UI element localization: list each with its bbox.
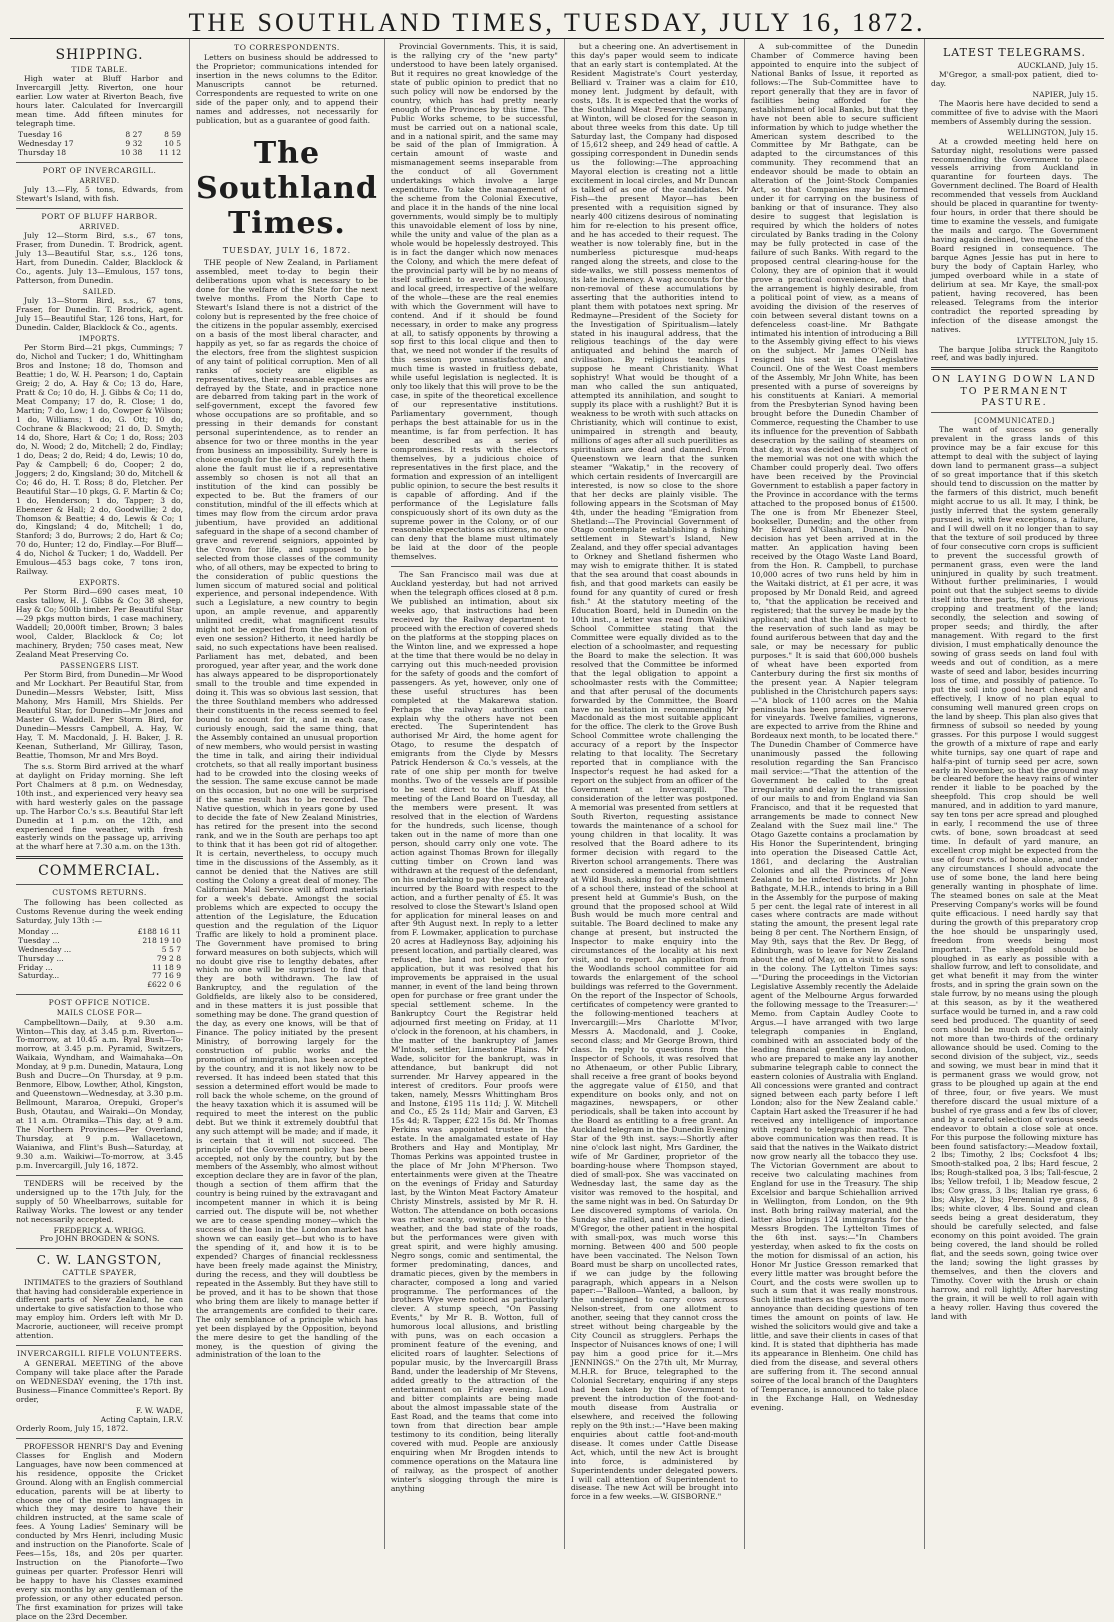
customs-amt: £188 16 11 [137, 926, 182, 936]
divider [16, 1248, 183, 1249]
tenders-ad: TENDERS will be received by the undersigned up to the 17th July, for the supply of 50 Wheelbarrows, suitable for Railway Works. The lowest or any tender not necessarily accepted. [16, 1178, 184, 1224]
customs-day: Saturday... [18, 971, 60, 981]
mails-close-label: MAILS CLOSE FOR— [56, 1009, 143, 1018]
telegram-text: The Maoris here have decided to send a committee of five to advise with the Maori members of Assembly during the session. [930, 98, 1099, 126]
customs-amt: 218 19 10 [142, 935, 182, 945]
leader-article: THE people of New Zealand, in Parliament assembled, meet to-day to begin their deliberations upon what is necessary to be done for the welfare of the State for the next twelve months. From the North Cape to Stewart's Island there is not a district of the colony but is represented by the free choice of the citizens in the popular assembly, exercised on a basis of the most liberal character, and happily as yet, so far as regards the choice of the electors, free from the slightest suspicion of any taint of political corruption. Men of all ranks of society are eligible as representatives, their reasonable expenses are defrayed by the State, and in practice none are debarred from taking part in the work of self-government, except the favored few whose occupations are so profitable, and so pressing in their demands for constant personal superintendence, as to render an absence for two or three months in the year from business an impossibility. Surely here is choice enough for the electors, and with them alone the fault must lie if a representative assembly so chosen is not all that an institution of the kind can possibly be expected to be. But the framers of our constitution, mindful of the ill effects which at times may flow from the circum ardor prava jubentium, have provided an additional safeguard in the shape of a second chamber of grave and reverend seigniors, appointed by the Crown for life, and supposed to be selected from those classes of the community who, of all others, may be expected to bring to the consideration of public questions the lumen siccum of matured social and political experience, and personal independence. With such a Legislature, a new country to begin upon, an ample revenue, and apparently unlimited credit, what magnificent results might not be expected from the legislation of even one session? Hitherto, it need hardly be said, no such expectations have been realised. Parliament has met, debated, and been prorogued, year after year, and the work done has always appeared to be disproportionately small to the trouble and time expended in doing it. This was so obvious last session, that the three Southland members who addressed their constituents in the recess seemed to feel bound to account for it, and in each case, curiously enough, said the same thing, that the Assembly contained an unusual proportion of new members, who would persist in wasting the time in talk, and airing their individual crotchets, so that all really important business had to be crowded into the closing weeks of the session. The same excuse cannot be made on this occasion, but no one will be surprised if the same result has to be recorded. The Native question, which in years gone by used to decide the fate of New Zealand Ministries, has retired for the present into the second rank, and we in the South are perhaps too apt to think that it has been got rid of altogether. It is certain, nevertheless, to occupy much time in the discussions of the Assembly, as it cannot be denied that the Natives are still costing the Colony a great deal of money. The Californian Mail Service will afford materials for a week's debate. Amongst the social problems which are expected to occupy the attention of the Legislature, the Education question and the regulation of the Liquor Traffic are likely to hold a prominent place. The Government have promised to bring forward measures on both subjects, which will no doubt give rise to lengthy debates, after which no one will be surprised to find that they are both withdrawn. The law of Bankruptcy, and the regulation of the Goldfields, are likely also to be considered, and in these matters it is just possible that something may be done. The grand question of the day, as every one knows, will be that of Finance. The policy initiated by the present Ministry, of borrowing largely for the construction of public works and the promotion of immigration, has been accepted by the country, and it is not likely now to be reversed. It has indeed been stated that this session a determined effort would be made to roll back the whole scheme, on the ground of the heavy taxation which it is assumed will be required to meet the interest on the public debt. But we think it extremely doubtful that any such attempt will be made; and if made, it is certain that it will not succeed. The principle of the Government policy has been accepted, not only by the country, but by the members of the Assembly, who almost without exception declare they are in favor of the plan, though a section of them affirm that the country is being ruined by the extravagant and incompetent manner in which it is being carried out. The dispute will be, not whether we are to cease spending money—which the success of the loan in the London market has shown we can easily get—but who is to have the spending of it, and how it is to be expended? Charges of financial recklessness have been freely made against the Ministry, during the recess, and they will doubtless be repeated in the Assembly. But they have still to be proved, and it has to be shown that those who bring them are likely to manage better if the arrangements are confided to their care. The only semblance of a principle which has yet been displayed by the Opposition, beyond the mere desire to get the handling of the money, is the question of giving the administration of the loan to the [196, 258, 378, 1360]
tide-am: 8 27 [125, 130, 143, 140]
port-invercargill-heading: PORT OF INVERCARGILL. [42, 166, 157, 176]
divider [16, 994, 183, 995]
shipping-heading: SHIPPING. [55, 47, 144, 63]
tide-day: Thursday 18 [18, 148, 67, 158]
passengers-text: Per Storm Bird, from Dunedin—Mr Wood and Mr Lockhart. Per Beautiful Star, from Dunedin—Messrs Webster, Isitt, Miss Mahony, Mrs Hamill, Mrs Shields. Per Beautiful Star, for Dunedin—Mr Jones and Master G. Waddell. Per Storm Bird, for Dunedin—Messrs Campbell, A. Hay, W. Hay, T. M. Macdonald, J. H. Baker, J. R. Keenan, Sutherland, Mr Gilliray, Tason, Beattie, Thomson, Mr and Mrs Boyd. [16, 670, 184, 760]
langston-subheading: CATTLE SPAYER, [62, 1267, 137, 1277]
sailed-label: SAILED. [82, 288, 117, 297]
customs-amt: 77 16 9 [152, 971, 182, 981]
divider [16, 1345, 183, 1346]
tide-day: Wednesday 17 [18, 139, 74, 149]
arrived-label: ARRIVED. [79, 177, 120, 185]
telegrams-heading: LATEST TELEGRAMS. [942, 46, 1086, 59]
column-6 [925, 39, 1104, 1549]
correspondents-heading: TO CORRESPONDENTS. [234, 43, 340, 52]
correspondents-text: Letters on business should be addressed to the Proprietor; communications intended for insertion in the news columns to the Editor. Manuscripts cannot be returned. Correspondents are requested to write on one side of the paper only, and to append their names and addresses, not necessarily for publication, but as a guarantee of good faith. [196, 52, 378, 125]
pasture-article: The want of success so generally prevalent in the grass lands of this province may be a fair excuse for this attempt to deal with the subject of laying down land to permanent grass—a subject of so great importance that if this sketch should tend to discussion on the matter by the farmers of this district, much benefit might accrue to us all. It may, I think, be justly inferred that the system generally pursued is, with few exceptions, a failure, and I will dwell on it no longer than to say that the texture of soil produced by three of four consecutive corn crops is sufficient to prevent the successful growth of permanent grass, even were the land uninjured in quality by such treatment. Without further preliminaries, I would point out that the subject seems to divide itself into three parts, firstly, the previous cropping and treatment of the land; secondly, the selection and sowing of proper seeds; and thirdly, the after management. With regard to the first division, I must emphatically denounce the sowing of grass seeds on land foul with weeds and out of condition, as a mere waste of seed and labor, besides incurring loss of time, and possibly of patience. To put the soil into good heart cheaply and effectively, I know of no plan equal to consuming well manured green crops on the land by sheep. This plan also gives that firmness of subsoil so needed by young grasses. For this purpose I would suggest the growth of a mixture of rape and early white turnips, say one quart of rape and half-a-pint of turnip seed per acre, sown early in November, so that the ground may be cleared before the heavy rains of winter render it liable to be poached by the sheepfold. This crop should be well manured, and in addition to yard manure, say ten tons per acre spread and ploughed in early, I recommend the use of three cwts. of bone, sown broadcast at seed time. In default of yard manure, an excellent crop might be expected from the use of four cwts. of bone alone, and under any circumstances I should advocate the use of some bone, the land here being generally wanting in phosphate of lime. The steamed bones on sale at the Meat Preserving Company's works will be found quite efficacious. I need hardly say that during the growth of this preparatory crop the hoe should be unsparingly used, freedom from weeds being most important. The sheepfold should be ploughed in as early as possible with a shallow furrow, and left to consolidate, and get what benefit it may from the winter frosts, and in spring the grain sown on the stale furrow, by no means using the plough at this season, as by it the weathered surface would be turned in, and a raw cold seed bed produced. The quantity of seed corn should be much reduced; certainly not more than two-thirds of the ordinary allowance should be used. Coming to the second division of the subject, viz., seeds and sowing, we must bear in mind that it is permanent grass we would grow, not grass to be ploughed up again at the end of three, four, or five years. We must therefore discard the usual mixture of a bushel of rye grass and a few lbs of clover, and by a careful selection of various seeds endeavor to obtain a close sole at once. For this purpose the following mixture has been found satisfactory:—Meadow foxtail, 2 lbs; Timothy, 2 lbs; Cocksfoot 4 lbs; Smooth-stalked poa, 2 lbs; Hard fescue, 2 lbs; Rough-stalked poa, 3 lbs; Tall-fescue, 2 lbs; Yellow trefoil, 1 lb; Meadow fescue, 2 lbs; Cow grass, 3 lbs; Italian rye grass, 6 lbs; Alsyke, 2 lbs; Perennial rye grass, 8 lbs; white clover, 4 lbs. Sound and clean seeds being a great desideratum, they should be carefully selected, and false economy on this point avoided. The grain being covered, the land should be rolled flat, and the seeds sown, going twice over the land; sowing the light grasses by themselves, and then the clovers and Timothy. Cover with the brush or chain harrow, and roll lightly. After harvesting the grain, it will be well to roll again with a heavy roller. Having thus covered the land with [930, 425, 1099, 1321]
divider [931, 412, 1098, 413]
customs-amt: 5 5 7 [161, 944, 182, 954]
leader-continued: Provincial Governments. This, it is said, is the rallying cry of the "new party" understood to have been lately organised. But it requires no great knowledge of the state of public opinion to predict that no such policy will now be endorsed by the country, which has had pretty nearly enough of the Provinces by this time. The Public Works scheme, to be successful, must be carried out on a national scale, and in a national spirit, and the same may be said of the plan of Immigration. A certain amount of waste and mismanagement seems inseparable from the conduct of all Government undertakings which involve a large expenditure. To take the management of the scheme from the Colonial Executive, and place it in the hands of the nine local governments, would simply be to multiply this unavoidable element of loss by nine, while the unity and value of the plan as a whole would be hopelessly destroyed. This is in fact the danger which now menaces the Colony, and which the mere defeat of the provincial party will be by no means of itself sufficient to avert. Local jealousy, and local greed, irrespective of the welfare of the whole—these are the real enemies with which the Government will have to contend. And if it should be found necessary, in order to make any progress at all, to satisfy opponents by throwing a sop first to this local clique and then to that, we need not wonder if the results of this session prove unsatisfactory, and much time is wasted in fruitless debate, while useful legislation is neglected. It is only too likely that this will prove to be the case, in spite of the theoretical excellence of our representative institutions. Parliamentary government, though perhaps the best attainable for us in the meantime, is far from perfection. It has been described as a series of compromises. It rests with the electors themselves, by a judicious choice of representatives in the first place, and the formation and expression of an intelligent public opinion, to secure the best results it is capable of affording. And if the performance of the Legislature falls conspicuously short of its own duty as the supreme power in the Colony, or of our reasonable expectations as citizens, no one can deny that the blame must ultimately be laid at the door of the people themselves. [390, 42, 558, 562]
langston-text: INTIMATES to the graziers of Southland that having had considerable experience in different parts of New Zealand, he can undertake to give satisfaction to those who may employ him. Orders left with Mr D. Macrorie, auctioneer, will receive prompt attention. [16, 1277, 184, 1341]
tenders-pro: Pro JOHN BROGDEN & SONS. [39, 1234, 160, 1244]
commercial-heading: COMMERCIAL. [38, 863, 161, 880]
post-office-text: Campbelltown—Daily, at 9.30 a.m. Winton—This day, at 3.45 p.m. Riverton—To-morrow, at 10.45 a.m. Ryal Bush—To-morrow, at 3.45 p.m. Pyramid, Switzers, Waikaia, Wyndham, and Waimahaka—On Monday, at 9 p.m. Dunedin, Mataura, Long Bush and Ducre—On Thursday, at 9 p.m. Benmore, Elbow, Lowther, Athol, Kingston, and Queenstown—Wednesday, at 3.30 p.m. Bellmount, Mararoa, Orepuki, Groper's Bush, Otautau, and Wairaki—On Monday, at 11 a.m. Otramika—This day, at 9 a.m. The Northern Provinces—Per Overland, Thursday, at 9 p.m. Wallacetown, Waianiwa, and Flint's Bush—Saturday, at 9.30 a.m. Waikiwi—To-morrow, at 3.45 p.m. Invercargill, July 16, 1872. [16, 1017, 184, 1170]
local-news: The San Francisco mail was due at Auckland yesterday, but had not arrived when the telegraph offices closed at 8 p.m. We published an intimation, about six weeks ago, that instructions had been received by the Railway department to proceed with the erection of covered sheds on the platforms at the stopping places on the Winton line, and we expressed a hope at the time that there would be no delay in carrying out this much-needed provision for the safety of goods and the comfort of passengers. As yet, however, only one of these useful structures has been completed at the Makarewa station. Perhaps the railway authorities can explain why the others have not been erected. The Superintendent has authorised Mr Aird, the home agent for Otago, to resume the despatch of emigrants from the Clyde by Messrs Patrick Henderson & Co.'s vessels, at the rate of one ship per month for twelve months. Two of the vessels are if possible to be sent direct to the Bluff. At the meeting of the Land Board on Tuesday, all the members were present. It was resolved that in the election of Wardens for the hundreds, such license, though taken out in the name of more than one person, should carry only one vote. The action against Thomas Brown for illegally cutting timber on Crown land was withdrawn at the request of the defendant, on his undertaking to pay the costs already incurred by the Board with respect to the action, and a further penalty of £5. It was resolved to close the Stewart's Island open for application for mineral leases on and after 9th August next. In reply to a letter from F. Lowmaker, application to purchase 20 acres at Hadleynoss Bay, adjoining his present location, and partially cleared, was refused, the land not being open for application, but it was resolved that his improvements be appraised in the usual manner, in event of the land being thrown open for purchase or free grant under the special settlement scheme. In the Bankruptcy Court the Registrar held adjourned first meeting on Friday, at 11 o'clock in the forenoon, at his chambers, in the matter of the bankruptcy of James M'Intosh, settler, Limestone Plains. Mr Wade, solicitor for the bankrupt, was in attendance, but bankrupt did not surrender. Mr Harvey appeared in the interest of creditors. Four proofs were taken, namely, Messrs Whittingham Bros and Instone, £195 11s 11d; J. W. Mitchell and Co., £5 2s 11d; Mair and Garven, £3 15s 4d; R. Tapper, £22 15s 8d. Mr Thomas Perkins was appointed trustee in the estate. In the amalgamated estate of Hay Brothers and Hay and Montiplay, Mr Thomas Perkins was appointed trustee in the place of Mr John M'Pherson. Two entertainments were given at the Theatre on the evenings of Friday and Saturday last, by the Winton Meat Factory Amateur Christy Minstrels, assisted by Mr R. H. Wotton. The attendance on both occasions was rather scanty, owing probably to the weather, and the bad state of the roads, but the performances were given with great spirit, and were highly amusing. Negro songs, comic and sentimental, the former predominating, dances, and dramatic pieces, given by the members in character, composed a long and varied programme. The performances of the brothers Wye were noticed as particularly clever. A stump speech, "On Passing Events," by Mr R. B. Wotton, full of humorous local allusions, and bristling with puns, was on each occasion a prominent feature of the evening, and elicited roars of laughter. Selections of popular music, by the Invercargill Brass Band, under the leadership of Mr Stevens, added greatly to the attraction of the entertainment on Friday evening. Loud and bitter complaints are being made about the almost impassable state of the East Road, and the teams that come into town from that direction bear ample testimony to its condition, being literally covered with mud. People are anxiously enquiring when Mr Brogden intends to commence operations on the Mataura line of railway, as the prospect of another winter's slogging through the mire is anything [390, 570, 558, 1493]
customs-amt: 79 2 8 [156, 953, 182, 963]
rifle-date: Orderly Room, July 15, 1872. [16, 1423, 129, 1433]
customs-day: Wednesday ... [18, 944, 72, 954]
post-office-heading: POST OFFICE NOTICE. [48, 998, 151, 1008]
telegram-place: NAPIER, July 15. [1032, 89, 1099, 99]
rifle-text: A GENERAL MEETING of the above Company will take place after the Parade on WEDNESDAY evening, the 17th inst. Business—Finance Committee's Report. By order, [16, 1359, 184, 1404]
bluff-arrived-text: July 12—Storm Bird, s.s., 67 tons, Fraser, from Dunedin. T. Brodrick, agent. July 13—Beautiful Star, s.s., 126 tons, Hart, from Dunedin. Calder, Blacklock & Co., agents. July 13—Emulous, 157 tons, Patterson, from Dunedin. [16, 231, 184, 286]
customs-day: Friday ... [18, 962, 53, 972]
masthead: THE SOUTHLAND TIMES, TUESDAY, JULY 16, 1872. [10, 0, 1104, 39]
divider [16, 856, 183, 859]
pasture-heading: ON LAYING DOWN LAND TO PERMANENT PASTURE. [932, 374, 1097, 408]
column-2 [190, 39, 385, 1549]
telegram-place: WELLINGTON, July 15. [1007, 127, 1099, 137]
port-invercargill-text: July 13.—Fly, 5 tons, Edwards, from Stewart's Island, with fish. [16, 185, 184, 204]
port-bluff-heading: PORT OF BLUFF HARBOR. [41, 212, 158, 222]
tide-am: 10 38 [120, 148, 143, 158]
imports-label: IMPORTS. [79, 335, 120, 344]
dateline: TUESDAY, JULY 16, 1872. [222, 245, 352, 255]
divider [16, 208, 183, 209]
tide-table [16, 131, 183, 158]
exports-text: Per Storm Bird—690 cases meat, 10 casks tallow, H. J. Gibbs & Co; 38 sheep, Hay & Co; 500lb timber. Per Beautiful Star—29 pkgs mutton birds, 1 case machinery, Waddell; 20,000ft timber, Brown; 3 bales wool, Calder, Blacklock & Co; lot machinery, Bryden; 750 cases meat, New Zealand Meat Preserving Co. [16, 587, 184, 660]
divider [16, 162, 183, 163]
tide-day: Tuesday 16 [18, 130, 63, 140]
shipping-notes: The s.s. Storm Bird arrived at the wharf at daylight on Friday morning. She left Port Chalmers at 8 p.m. on Wednesday, 10th inst., and experienced very heavy sea with hard westerly gales on the passage up. The Harbor Co.'s s.s. Beautiful Star left Dunedin at 1 p.m. on the 12th, and experienced fine weather, with fresh easterly winds on the passage up, arriving at the wharf here at 7.30 a.m. on the 13th. [16, 761, 184, 852]
exports-label: EXPORTS. [78, 579, 121, 588]
columns [10, 39, 1104, 1621]
tenders-signature: FREDERICK A. WRIGG. [53, 1225, 146, 1235]
customs-table [16, 928, 183, 991]
local-news-continued: but a cheering one. An advertisement in this day's paper would seem to indicate that an early start is contemplated. At the Resident Magistrate's Court yesterday, Belliard v. Trainer was a claim for £10, money lent. Judgment by default, with costs, 18s. It is expected that the works of the Southland Meat Preserving Company, at Winton, will be closed for the season in about three weeks from this date. Up till Saturday last, the Company had disposed of 15,612 sheep, and 249 head of cattle. A gossiping correspondent in Dunedin sends us the following:—The approaching Mayoral election is creating not a little excitement in local circles, and Mr Duncan is talked of as one of the candidates. Mr Fish—the present Mayor—has been presented with a requisition signed by nearly 400 citizens desirous of nominating him for re-election to his present office, and he has acceded to their request. The weather is now tolerably fine, but in the numberless picturesque mud-heaps ranged along the streets, and close to the side-walks, we still possess mementos of its late inclemency. A wag accounts for the non-removal of these accumulations by asserting that the authorities intend to plant them with potatoes next spring. Mr Redmayne—President of the Society for the Investigation of Spiritualism—lately stated in his inaugural address, that the religious teachings of the day were antiquated and behind the march of civilisation. By religious teachings I suppose he meant Christianity. What sophistry! What would be thought of a man who called the sun antiquated, attempted its annihilation, and sought to supply its place with a rushlight? But it is weakness to be wroth with such attacks on Christianity, which will continue to exist, unimpaired in strength and beauty, millions of ages after all such puerilities as spiritualism are dead and damned. From Queenstown we learn that the sunken steamer "Wakatip," in the recovery of which certain residents of Invercargill are interested, is now so close to the shore that her decks are plainly visible. The following appears in the Scotsman of May 4th, under the heading "Emigration from Shetland:—The Provincial Government of Otago contemplate establishing a fishing settlement in Stewart's Island, New Zealand, and they offer special advantages to Orkney and Shetland fishermen who may wish to emigrate thither. It is stated that the sea around that coast abounds in fish, and that good markets can easily be found for any quantity of cured or fresh fish." At the statutory meeting of the Education Board, held in Dunedin on the 10th inst., a letter was read from Waikiwi School Committee stating that the Committee were equally divided as to the election of a schoolmaster, and requesting the Board to make the selection. It was resolved that the Committee be informed that the legal obligation to appoint a schoolmaster rests with the Committee; and that after perusal of the documents forwarded by the Committee, the Board have no hesitation in recommending Mr Macdonald as the most suitable applicant for the office. The clerk to the Grove Bush School Committee wrote challenging the accuracy of a report by the Inspector relating to that locality. The Secretary reported that in compliance with the Inspector's request he had asked for a report on the subject from an officer of the Government at Invercargill. The consideration of the letter was postponed. A memorial was presented from settlers at South Riverton, requesting assistance towards the maintenance of a school for young children in that locality. It was resolved that the Board adhere to its former decision with regard to the Riverton school arrangements. There was next considered a memorial from settlers at Wild Bush, asking for the establishment of a school there, instead of the school at present held at Gummie's Bush, on the ground that the proposed school at Wild Bush would be much more central and suitable. The Board declined to make any change at present, but instructed the Inspector to make enquiry into the circumstances of the locality at his next visit, and to report. An application from the Woodlands school committee for aid towards the enlargement of the school buildings was referred to the Government. On the report of the Inspector of Schools, certificates of competency were granted to the following-mentioned teachers at Invercargill:—Mrs Charlotte M'Ivor, Messrs A. Macdonald, and J. Cooke, second class; and Mr George Brown, third class. In reply to questions from the Inspector of Schools, it was resolved that no Athenaeum, or other Public Library, shall receive a free grant of books beyond the aggregate value of £150, and that expenditure on books only, and not on magazines, newspapers, or other periodicals, shall be taken into account by the Board as entitling to a free grant. An Auckland telegram in the Dunedin Evening Star of the 9th inst. says:—Shortly after nine o'clock last night, Mrs Gardiner, the wife of Mr Gardiner, proprietor of the boarding-house where Thompson stayed, died of small-pox. She was vaccinated on Wednesday last, the same day as the visitor was removed to the hospital, and the same night was in bed. On Saturday Dr Lee discovered symptoms of variola. On Sunday she rallied, and last evening died. M'Gregor, the other patient in the hospital with small-pox, was much worse this morning. Between 400 and 500 people have been vaccinated. The Nelson Town Board must be sharp on uncollected rates, if we can judge by the following paragraph, which appears in a Nelson paper:—"Balloon—Wanted, a balloon, by the undersigned to carry cows across Nelson-street, from one allotment to another, seeing that they cannot cross the street without being chargeable by the City Council as strugglers. Perhaps the Inspector of Nuisances knows of one; I will pay him a good price for it.—Mrs JENNINGS." On the 27th ult, Mr Murray, M.H.R. for Bruce, telegraphed to the Colonial Secretary, enquiring if any steps had been taken by the Government to prevent the introduction of the foot-and-mouth disease from Australia or elsewhere, and received the following reply on the 9th inst.:—"Have been making enquiries about cattle foot-and-mouth disease. It comes under Cattle Disease Act, which, until the new Act is brought into force, is administered by Superintendents under delegated powers. I will call attention of Superintendent to disease. The new Act will be brought into force in a few weeks.—W. GISBORNE." [570, 42, 738, 1502]
divider [16, 884, 183, 885]
divider [931, 367, 1098, 370]
divider [16, 1438, 183, 1439]
rifle-signature: F. W. WADE, [135, 1405, 184, 1415]
divider [16, 1175, 183, 1176]
tide-am: 9 32 [125, 139, 143, 149]
customs-total: £622 0 6 [147, 980, 182, 990]
telegram-text: M'Gregor, a small-pox patient, died to-day. [930, 69, 1099, 88]
arrived-label: ARRIVED. [79, 223, 120, 232]
telegram-text: The barque Joliba struck the Rangitoto reef, and was badly injured. [930, 344, 1099, 363]
divider [391, 566, 558, 567]
column-5 [745, 39, 925, 1549]
communicated-label: [COMMUNICATED.] [974, 417, 1055, 426]
column-1 [10, 39, 190, 1621]
bluff-sailed-text: July 13—Storm Bird, s.s., 67 tons, Fraser, for Dunedin. T. Brodrick, agent. July 15—Beautiful Star, 126 tons, Hart, for Dunedin. Calder, Blacklock & Co., agents. [16, 296, 184, 333]
langston-heading: C. W. LANGSTON, [36, 1253, 163, 1268]
telegram-place: AUCKLAND, July 15. [1017, 60, 1099, 70]
customs-heading: CUSTOMS RETURNS. [52, 887, 147, 897]
customs-day: Monday ... [18, 926, 59, 936]
imports-text: Per Storm Bird—21 pkgs, Cummings; 7 do, Nichol and Tucker; 1 do, Whittingham Bros and Instone; 18 do, Thomson and Beattie; 1 do, W. H. Pearson; 1 do, Captain Greig; 2 do, A. Hay & Co; 13 do, Hare, Pratt & Co; 10 do, H. J. Gibbs & Co; 11 do, Meat Company; 17 do, R. Close; 1 do, Martin; 7 do, Low; 1 do, Cowper & Wilson; 1 do, Williams; 1 do, G. Ott; 10 do, Cochrane & Blackwood; 21 do, D. Smyth; 14 do, Shore, Hart & Co; 1 do, Ross; 203 do, N. Wood; 2 do, Mitchell; 2 do, Findlay; 1 do, Deas; 2 do, Reid; 4 do, Lewis; 10 do, Pay & Campbell; 6 do, Cooper; 2 do, Joggers; 2 do, Kingsland; 30 do, Mitchell & Co; 46 do, H. T. Ross; 8 do, Fletcher. Per Beautiful Star—10 pkgs, G. F. Martin & Co; 1 do, Henderson; 1 do, Tapper; 3 do, Ebenezer & Hall; 2 do, Goodwillie; 2 do, Thomson & Beattie; 4 do, Lewis & Co; 1 do, Kingsland; 4 do, Mitchell; 1 do, Stanford; 3 do, Burrows; 2 do, Hart & Co; 70 do, Hunter; 12 do, Findlay.—For Bluff—4 do, Nichol & Tucker; 1 do, Waddell. Per Emulous—453 bags coke, 7 tons iron, Railway. [16, 343, 184, 577]
telegram-place: LYTTELTON, July 15. [1016, 335, 1099, 345]
tide-pm: 8 59 [164, 130, 182, 140]
passengers-label: PASSENGERS LIST. [60, 662, 139, 671]
telegram-text: At a crowded meeting held here on Saturday night, resolutions were passed recommending the Government to place vessels arriving from Auckland in quarantine for fourteen days. The Government declined. The Board of Health recommended that vessels from Auckland should be placed in quarantine for twenty-four hours, in order that there should be time to examine the vessels, and fumigate the mails and cargo. The Government having again declined, two members of the Board resigned in consequence. The barque Agnes Jessie has put in here to bury the body of Captain Harley, who jumped overboard while in a state of delirium at sea. Mr Kaye, the small-pox patient, having recovered, has been released. Telegrams from the interior contradict the reported spreading by infection of the disease amongst the natives. [930, 136, 1099, 334]
tide-heading: TIDE TABLE. [71, 64, 128, 74]
tide-row [16, 149, 183, 158]
customs-day: Thursday ... [18, 953, 64, 963]
rifle-heading: INVERCARGILL RIFLE VOLUNTEERS. [16, 1349, 183, 1359]
customs-amt: 11 18 9 [152, 962, 182, 972]
henri-ad: PROFESSOR HENRI'S Day and Evening Classes for English and Modern Languages, have now been commenced at his residence, opposite the Cricket Ground. Along with an English commercial education, parents will be at liberty to choose one of the modern languages in which they may desire to have their children instructed, at the same scale of fees. A Young Ladies' Seminary will be conducted by Mrs Henri, including Music and instruction on the Pianoforte. Scale of Fees—15s, 18s, and 20s per quarter. Instruction on the Pianoforte—Two guineas per quarter. Professor Henri will be happy to have his Classes examined every six months by any gentleman of the profession, or any other educated person. The first examination for prizes will take place on the 23rd December. [16, 1441, 184, 1621]
customs-day: Tuesday ... [18, 935, 60, 945]
column-3 [385, 39, 565, 1549]
column-4 [565, 39, 745, 1549]
customs-intro: The following has been collected as Customs Revenue during the week ending Saturday, July 13th :— [16, 897, 184, 925]
general-news: A sub-committee of the Dunedin Chamber of Commerce having been appointed to enquire into the subject of National Banks of Issue, it reported as follows:—The Sub-Committee have to report generally that they are in favor of facilities being afforded for the establishment of local Banks, but that they have not been able to secure sufficient information by which to judge whether the American system described to the Committee by Mr Bathgate, can be adapted to the circumstances of this community. They recommend that an endeavor should be made to obtain an alteration of the Joint-Stock Companies Act, so that Companies may be formed under it for carrying on the business of banking or that of insurance. They also desire to suggest that legislation is required by which the holders of notes circulated by Banks trading in the Colony may be fully protected in case of the failure of such Banks. With regard to the proposed central clearing-house for the Colony, they are of opinion that it would prove a practical convenience, and that the arrangement is highly desirable, from a political point of view, as a means of avoiding the division of the reserves of coin between several distant towns on a defenceless coast-line. Mr Bathgate intimated his intention of introducing a Bill to the Assembly giving effect to his views on the subject. Mr James O'Neill has resigned his seat in the Legislative Council. One of the West Coast members of the Assembly, Mr John White, has been presented with a purse of sovereigns by his constituents at Kaniari. A memorial from the Presbyterian Synod having been brought before the Dunedin Chamber of Commerce, requesting the Chamber to use its influence for the prevention of Sabbath desecration by the sailing of steamers on that day, it was decided that the subject of the memorial was not one with which the Chamber could properly deal. Two offers have been received by the Provincial Government to establish a paper factory in the Province in accordance with the terms attached to the proposed bonus of £1500. The one is from Mr Ebenezer Steel, bookseller, Dunedin; and the other from Mr Edward M'Glashan, Dunedin. No decision has yet been arrived at in the matter. An application having been received by the Otago Waste Land Board, from the Hon. R. Campbell, to purchase 10,000 acres of two runs held by him in the Waitaki district, at £1 per acre, it was proposed by Mr Donald Reid, and agreed to, "that the application be received and registered; that the survey be made by the applicant; and that the sale be subject to the reservation of such land as may be found auriferous between that day and the sale, or may be necessary for public purposes." It is said that 600,000 bushels of wheat have been exported from Canterbury during the first six months of the present year. A Napier telegram published in the Christchurch papers says:—"A block of 1100 acres on the Mahia peninsula has been proclaimed a reserve for vineyards. Twelve families, vignerons, are expected to arrive from the Rhine and Bordeaux next month, to be located there." The Dunedin Chamber of Commerce have unanimously passed the following resolution regarding the San Francisco mail service:—"That the attention of the Government be called to the great irregularity and delay in the transmission of our mails to and from England via San Francisco, and that it be requested that arrangements be made to connect New Zealand with the Suez mail line." The Otago Gazette contains a proclamation by His Honor the Superintendent, bringing into operation the Diseased Cattle Act, 1861, and declaring the Australian Colonies and all the Provinces of New Zealand to be infected districts. Mr John Bathgate, M.H.R., intends to bring in a Bill in the Assembly for the purpose of making 5 per cent. the legal rate of interest in all cases where contracts are made without stating the amount, the present legal rate being 8 per cent. The Northern Ensign, of May 9th, says that the Rev. Dr Begg, of Edinburgh, was to leave for New Zealand about the end of May, on a visit to his sons in the colony. The Lyttelton Times says:—"During the proceedings in the Victorian Legislative Assembly recently the Adelaide agent of the Melbourne Argus forwarded the following message to the Treasurer:—' Memo. from Captain Audley Coote to Argus.—I have arranged with two large telegraph companies in England, combined with an associated body of the leading financial gentlemen in London, who are prepared to make any lay another submarine telegraph cable to connect the eastern colonies of Australia with England. All concessions were granted and contract signed between each party before I left London; also for the New Zealand cable.' Captain Hart asked the Treasurer if he had received any intelligence of importance with regard to telegraphic matters. The above communication was then read. It is said that the natives in the Waikato district now grow nearly all the tobacco they use. The Victorian Government are about to receive two calculating machines from England for use in the Treasury. The ship Excelsior and barque Schiehallion arrived in Wellington, from London, on the 9th inst. Both bring railway material, and the latter also brings 124 immigrants for the Messrs Brogden. The Lyttelton Times of the 6th inst. says:—"In Chambers yesterday, when asked to fix the costs on the motion for dismissal of an action, his Honor Mr Justice Gresson remarked that every little matter was brought before the Court, and the costs were swollen up to such a sum that it was really monstrous. Such little matters as these gave him more annoyance than deciding questions of ten times the amount on points of law. He wished the solicitors would give and take a little, and save their clients in cases of that kind. It is stated that diphtheria has made its appearance in Blenheim. One child has died from the disease, and several others are suffering from it. The second annual soiree of the local branch of the Daughters of Temperance, is announced to take place in the Exchange Hall, on Wednesday evening. [750, 42, 918, 1412]
tide-intro: High water at Bluff Harbor and Invercargill Jetty. Riverton, one hour earlier. Low water at Riverton Beach, five hours later. Calculated for Invercargill mean time. Add fifteen minutes for telegraph time. [16, 74, 184, 129]
tide-pm: 10 5 [164, 139, 182, 149]
rifle-signature-title: Acting Captain, I.R.V. [100, 1414, 184, 1424]
nameplate: The Southland Times. [196, 135, 378, 242]
tide-pm: 11 12 [159, 148, 182, 158]
